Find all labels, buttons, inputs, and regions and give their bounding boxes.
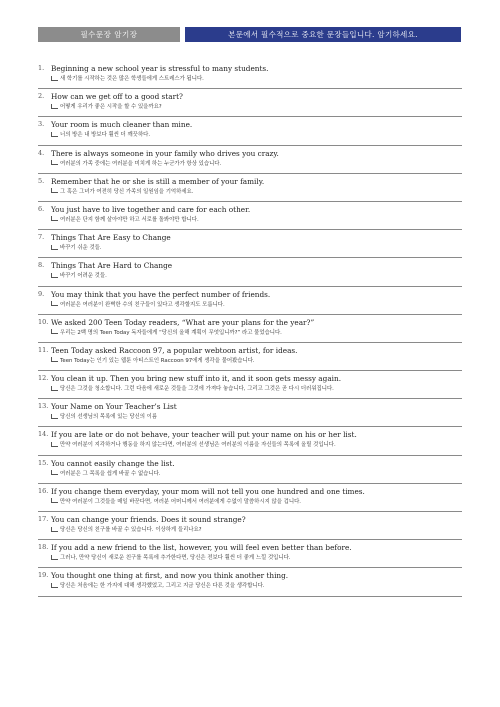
english-text: If you are late or do not behave, your teacher will put your name on his or her list. <box>51 430 357 440</box>
korean-translation <box>38 187 462 197</box>
sentence-number: 14. <box>38 430 49 439</box>
english-text: You thought one thing at first, and now you think another thing. <box>51 571 289 581</box>
sentence-number: 18. <box>38 543 49 552</box>
korean-translation <box>38 525 462 535</box>
return-arrow-icon <box>51 527 58 532</box>
korean-translation <box>38 384 462 394</box>
page-header <box>38 27 461 42</box>
sentence-item <box>38 456 462 484</box>
english-text: There is always someone in your family who drives you crazy. <box>51 148 279 158</box>
sentence-number: 19. <box>38 571 49 580</box>
return-arrow-icon <box>51 357 58 362</box>
english-sentence <box>38 204 462 215</box>
korean-translation <box>38 102 462 112</box>
english-sentence <box>38 289 462 300</box>
korean-translation <box>38 440 462 450</box>
english-sentence <box>38 429 462 440</box>
return-arrow-icon <box>51 555 58 560</box>
sentence-item <box>38 258 462 286</box>
return-arrow-icon <box>51 273 58 278</box>
sentence-number: 16. <box>38 486 49 495</box>
sentence-number: 15. <box>38 458 49 467</box>
return-arrow-icon <box>51 442 58 447</box>
korean-translation <box>38 356 462 366</box>
english-text: Beginning a new school year is stressful to many students. <box>51 64 269 73</box>
sentence-number: 6. <box>38 204 45 213</box>
korean-text: 여러분은 여러분이 완벽한 수의 친구들이 있다고 생각할지도 모릅니다. <box>60 301 225 308</box>
return-arrow-icon <box>51 329 58 334</box>
sentence-item <box>38 117 462 145</box>
korean-text: 당신의 선생님의 목록에 있는 당신의 이름 <box>60 414 158 421</box>
korean-text: 당신은 그것을 청소합니다. 그런 다음에 새로운 것들을 그것에 가져다 놓습니다, 그리고 그것은 곧 다시 더러워집니다. <box>60 386 334 393</box>
korean-translation <box>38 469 462 479</box>
english-text: If you change them everyday, your mom will not tell you one hundred and one times. <box>51 486 365 496</box>
sentence-number: 5. <box>38 176 45 185</box>
sentence-number: 2. <box>38 92 45 101</box>
english-sentence <box>38 570 462 581</box>
return-arrow-icon <box>51 386 58 391</box>
korean-text: 만약 여러분이 그것들을 매일 바꾼다면, 여러분 어머니께서 여러분에게 수없이 말씀하시지 않을 겁니다. <box>60 498 301 505</box>
sentence-list <box>38 61 462 597</box>
english-sentence <box>38 91 462 102</box>
english-sentence <box>38 542 462 553</box>
sentence-number: 3. <box>38 120 45 129</box>
sentence-item <box>38 61 462 89</box>
return-arrow-icon <box>51 216 58 221</box>
sentence-item <box>38 399 462 427</box>
korean-text: 여러분은 그 목록을 쉽게 바꿀 수 없습니다. <box>60 470 161 477</box>
return-arrow-icon <box>51 414 58 419</box>
sentence-number: 10. <box>38 317 49 326</box>
korean-text: 여러분은 단지 함께 살아야만 하고 서로를 돌봐야만 합니다. <box>60 216 199 223</box>
english-sentence <box>38 317 462 328</box>
english-sentence <box>38 373 462 384</box>
korean-translation <box>38 215 462 225</box>
korean-text: 너의 방은 내 방보다 훨씬 더 깨끗하다. <box>60 132 151 139</box>
return-arrow-icon <box>51 583 58 588</box>
english-text: Teen Today asked Raccoon 97, a popular webtoon artist, for ideas. <box>51 345 298 355</box>
sentence-number: 4. <box>38 148 45 157</box>
english-text: You just have to live together and care for each other. <box>51 204 251 214</box>
english-text: If you add a new friend to the list, however, you will feel even better than before. <box>51 543 352 553</box>
english-sentence <box>38 176 462 187</box>
sentence-item <box>38 371 462 399</box>
sentence-item <box>38 89 462 117</box>
korean-text: 여러분의 가족 중에는 여러분을 미치게 하는 누군가가 항상 있습니다. <box>60 160 222 167</box>
korean-translation <box>38 74 462 84</box>
korean-translation <box>38 553 462 563</box>
return-arrow-icon <box>51 76 58 81</box>
sentence-item <box>38 512 462 540</box>
return-arrow-icon <box>51 301 58 306</box>
instruction-banner: 본문에서 필수적으로 중요한 문장들입니다. 암기하세요. <box>185 27 461 42</box>
korean-text: 당신은 당신의 친구를 바꿀 수 있습니다. 이상하게 들리나요? <box>60 527 202 533</box>
english-sentence <box>38 148 462 159</box>
english-sentence <box>38 458 462 469</box>
korean-text: Teen Today는 인기 있는 웹툰 아티스트인 Raccoon 97에게 생각을 물어봤습니다. <box>60 357 255 364</box>
english-text: Your room is much cleaner than mine. <box>51 120 193 130</box>
sentence-item <box>38 202 462 230</box>
korean-translation <box>38 412 462 422</box>
sentence-item <box>38 427 462 455</box>
english-text: Remember that he or she is still a member of your family. <box>51 176 265 186</box>
sentence-number: 11. <box>38 345 49 354</box>
sentence-number: 17. <box>38 515 49 523</box>
english-text: You clean it up. Then you bring new stuff into it, and it soon gets messy again. <box>51 374 342 384</box>
sentence-item <box>38 146 462 174</box>
korean-text: 어떻게 우리가 좋은 시작을 할 수 있을까요? <box>60 104 162 111</box>
korean-translation <box>38 271 462 281</box>
sentence-item <box>38 230 462 258</box>
korean-translation <box>38 497 462 507</box>
sentence-number: 13. <box>38 402 49 411</box>
return-arrow-icon <box>51 498 58 503</box>
sentence-item <box>38 568 462 596</box>
korean-text: 만약 여러분이 지각하거나 행동을 하지 않는다면, 여러분의 선생님은 여러분의 이름을 자신들의 목록에 올릴 것입니다. <box>60 442 336 449</box>
sentence-number: 9. <box>38 289 45 298</box>
english-sentence <box>38 345 462 356</box>
return-arrow-icon <box>51 245 58 250</box>
sentence-number: 8. <box>38 261 45 270</box>
english-sentence <box>38 63 462 74</box>
english-text: You may think that you have the perfect number of friends. <box>51 289 271 299</box>
korean-translation <box>38 300 462 310</box>
sentence-item <box>38 315 462 343</box>
english-sentence <box>38 486 462 497</box>
return-arrow-icon <box>51 160 58 165</box>
return-arrow-icon <box>51 470 58 475</box>
english-text: Things That Are Hard to Change <box>51 261 173 271</box>
korean-translation <box>38 328 462 338</box>
english-sentence <box>38 401 462 412</box>
korean-translation <box>38 159 462 169</box>
sentence-number: 12. <box>38 374 49 383</box>
sentence-item <box>38 287 462 315</box>
korean-text: 바꾸기 쉬운 것들. <box>60 245 102 252</box>
sentence-item <box>38 540 462 568</box>
english-text: You cannot easily change the list. <box>51 458 175 468</box>
english-text: We asked 200 Teen Today readers, “What are your plans for the year?” <box>51 317 315 327</box>
sentence-number: 7. <box>38 233 45 242</box>
english-text: How can we get off to a good start? <box>51 92 183 102</box>
korean-text: 바꾸기 어려운 것들. <box>60 273 107 280</box>
return-arrow-icon <box>51 132 58 137</box>
korean-text: 그 혹은 그녀가 여전히 당신 가족의 일원임을 기억하세요. <box>60 188 194 195</box>
english-sentence <box>38 119 462 130</box>
sentence-item <box>38 343 462 371</box>
english-text: Things That Are Easy to Change <box>51 233 171 243</box>
korean-translation <box>38 130 462 140</box>
english-text: You can change your friends. Does it sound strange? <box>51 515 246 524</box>
korean-translation <box>38 243 462 253</box>
korean-text: 당신은 처음에는 한 가지에 대해 생각했었고, 그리고 지금 당신은 다른 것을 생각합니다. <box>60 583 265 590</box>
korean-text: 우리는 2백 명의 Teen Today 독자들에게 “당신의 올해 계획이 무엇입니까?” 라고 물었습니다. <box>60 329 282 336</box>
return-arrow-icon <box>51 104 58 109</box>
sentence-number: 1. <box>38 64 45 72</box>
sentence-item <box>38 174 462 202</box>
english-sentence <box>38 514 462 525</box>
english-text: Your Name on Your Teacher’s List <box>51 402 177 412</box>
korean-text: 새 학기를 시작하는 것은 많은 학생들에게 스트레스가 됩니다. <box>60 76 204 82</box>
korean-text: 그러나, 만약 당신이 새로운 친구를 목록에 추가한다면, 당신은 전보다 훨씬 더 좋게 느낄 것입니다. <box>60 555 291 562</box>
return-arrow-icon <box>51 188 58 193</box>
korean-translation <box>38 581 462 591</box>
english-sentence <box>38 232 462 243</box>
english-sentence <box>38 260 462 271</box>
section-tag: 필수문장 암기장 <box>38 27 180 42</box>
sentence-item <box>38 484 462 512</box>
